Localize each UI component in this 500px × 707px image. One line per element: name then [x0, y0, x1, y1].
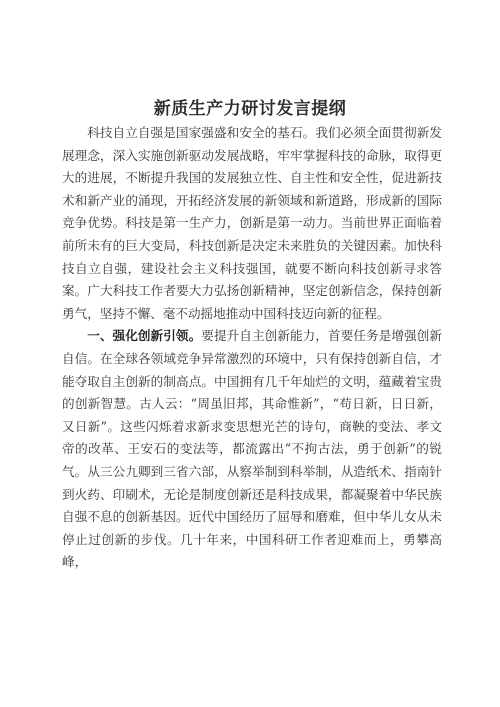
document-body: [62, 122, 442, 574]
document-title: 新质生产力研讨发言提纲: [153, 99, 347, 119]
paragraph-intro-text: 科技自立自强是国家强盛和安全的基石。我们必须全面贯彻新发展理念，深入实施创新驱动发展战略，牢牢掌握科技的命脉，取得更大的进展，不断提升我国的发展独立性、自主性和安全性，促进新技术和新产业的涌现，开拓经济发展的新领域和新道路，形成新的国际竞争优势。科技是第一生产力，创新是第一动力。当前世界正面临着前所未有的巨大变局，科技创新是决定未来胜负的关键因素。加快科技自立自强，建设社会主义科技强国，就要不断向科技创新寻求答案。广大科技工作者要大力弘扬创新精神，坚定创新信念，保持创新勇气，坚持不懈、毫不动摇地推动中国科技迈向新的征程。: [62, 125, 442, 321]
section-heading: 一、强化创新引领。: [87, 328, 202, 344]
paragraph-intro: [62, 122, 442, 325]
paragraph-section-1-text: 要提升自主创新能力，首要任务是增强创新自信。在全球各领域竞争异常激烈的环境中，只有保持创新自信，才能夺取自主创新的制高点。中国拥有几千年灿烂的文明，蕴藏着宝贵的创新智慧。古人云：“周虽旧邦，其命惟新”，“苟日新，日日新，又日新”。这些闪烁着求新求变思想光芒的诗句，商鞅的变法、孝文帝的改革、王安石的变法等，都流露出“不拘古法，勇于创新”的锐气。从三公九卿到三省六部，从察举制到科举制，从造纸术、指南针到火药、印刷术，无论是制度创新还是科技成果，都凝聚着中华民族自强不息的创新基因。近代中国经历了屈辱和磨难，但中华儿女从未停止过创新的步伐。几十年来，中国科研工作者迎难而上，勇攀高峰，: [62, 328, 443, 570]
paragraph-section-1: [62, 325, 442, 574]
